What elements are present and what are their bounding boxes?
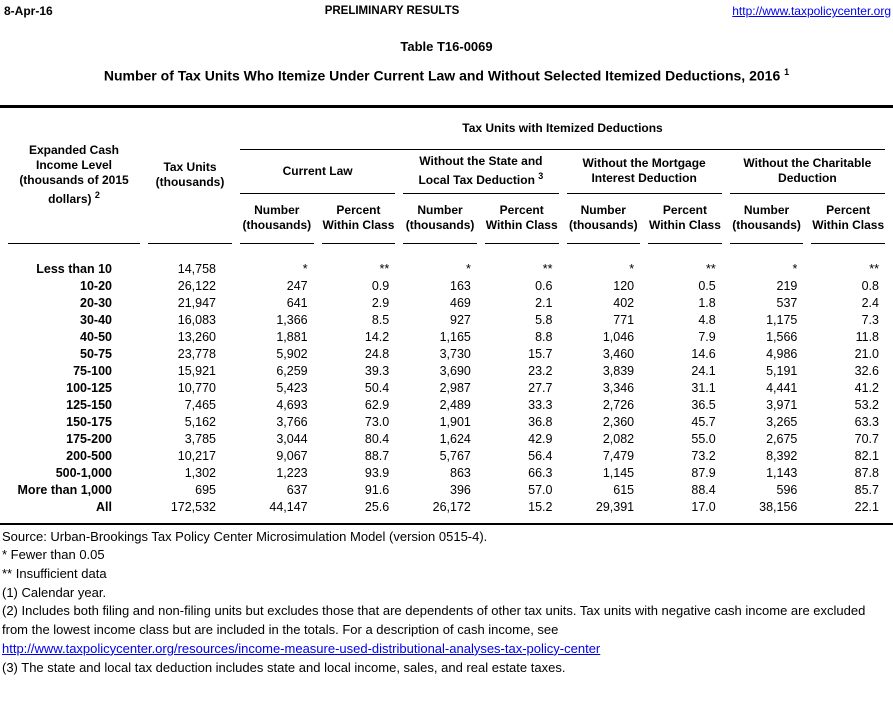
tax-units-cell: 3,785	[184, 431, 216, 446]
tax-units-cell: 1,302	[184, 465, 216, 480]
income-level-cell: 30-40	[80, 312, 112, 327]
charitable-number-cell: 1,566	[766, 329, 798, 344]
salt-number-cell: 26,172	[432, 499, 471, 514]
table-row	[8, 448, 885, 465]
subheader-number-mortgage: Number (thousands)	[567, 194, 641, 244]
page-title	[0, 67, 893, 84]
salt-percent-cell: 0.6	[535, 278, 553, 293]
charitable-percent-cell: 41.2	[854, 380, 879, 395]
mortgage-percent-cell: 24.1	[691, 363, 716, 378]
table-row	[8, 278, 885, 295]
salt-number-cell: 469	[450, 295, 471, 310]
income-level-cell: 125-150	[66, 397, 112, 412]
tax-units-cell: 172,532	[170, 499, 216, 514]
mortgage-number-cell: 402	[613, 295, 635, 310]
current-law-number-cell: *	[302, 261, 308, 276]
subheader-percent-mortgage: Percent Within Class	[648, 194, 722, 244]
salt-percent-cell: 57.0	[528, 482, 553, 497]
table-row	[8, 397, 885, 414]
charitable-number-cell: 4,986	[766, 346, 798, 361]
charitable-percent-cell: 32.6	[854, 363, 879, 378]
charitable-number-cell: 2,675	[766, 431, 798, 446]
charitable-number-cell: 219	[776, 278, 798, 293]
income-level-cell: 20-30	[80, 295, 112, 310]
footnotes	[0, 525, 893, 678]
salt-number-cell: 3,730	[439, 346, 471, 361]
group-header-charitable: Without the Charitable Deduction	[730, 150, 885, 194]
salt-percent-cell: 56.4	[528, 448, 553, 463]
current-law-number-cell: 5,902	[276, 346, 308, 361]
salt-number-cell: 1,165	[439, 329, 471, 344]
footnote-3: (3) The state and local tax deduction includes state and local income, sales, and real estate taxes.	[2, 659, 566, 675]
mortgage-percent-cell: 14.6	[691, 346, 716, 361]
salt-percent-cell: 5.8	[535, 312, 553, 327]
salt-percent-cell: 2.1	[535, 295, 553, 310]
mortgage-number-cell: 1,046	[602, 329, 635, 344]
tax-units-cell: 7,465	[184, 397, 216, 412]
current-law-percent-cell: 14.2	[364, 329, 390, 344]
income-level-cell: 500-1,000	[55, 465, 112, 480]
subheader-percent-current-law: Percent Within Class	[322, 194, 396, 244]
table-wrap	[0, 108, 893, 523]
income-level-cell: 200-500	[66, 448, 112, 463]
current-law-percent-cell: 0.9	[371, 278, 390, 293]
group-header-mortgage: Without the Mortgage Interest Deduction	[567, 150, 722, 194]
charitable-number-cell: 38,156	[759, 499, 798, 514]
star-note: * Fewer than 0.05	[2, 547, 105, 563]
salt-number-cell: 2,987	[439, 380, 471, 395]
salt-percent-cell: 8.8	[535, 329, 553, 344]
group-header-current-law: Current Law	[240, 150, 395, 194]
salt-number-cell: 163	[450, 278, 471, 293]
source-note: Source: Urban-Brookings Tax Policy Center Microsimulation Model (version 0515-4).	[2, 528, 488, 544]
current-law-percent-cell: 8.5	[371, 312, 390, 327]
subheader-number-salt: Number (thousands)	[403, 194, 477, 244]
salt-percent-cell: **	[542, 261, 553, 276]
tax-units-cell: 23,778	[177, 346, 216, 361]
current-law-percent-cell: 50.4	[364, 380, 390, 395]
preliminary-results-label: PRELIMINARY RESULTS	[324, 5, 460, 17]
top-bar	[0, 4, 893, 22]
subheader-number-current-law: Number (thousands)	[240, 194, 314, 244]
salt-number-cell: 2,489	[439, 397, 471, 412]
income-level-cell: 75-100	[73, 363, 112, 378]
tax-units-cell: 13,260	[177, 329, 216, 344]
salt-number-cell: *	[466, 261, 471, 276]
taxpolicycenter-link[interactable]: http://www.taxpolicycenter.org	[732, 4, 891, 18]
page-title-footnote-marker: 1	[784, 67, 790, 77]
tax-units-header: Tax Units (thousands)	[148, 108, 232, 244]
income-level-cell: All	[96, 499, 112, 514]
charitable-number-cell: 3,265	[766, 414, 798, 429]
mortgage-percent-cell: 88.4	[691, 482, 716, 497]
table-row	[8, 295, 885, 312]
current-law-number-cell: 5,423	[276, 380, 308, 395]
group-header-salt	[403, 150, 558, 194]
mortgage-number-cell: 7,479	[602, 448, 635, 463]
income-level-cell: 50-75	[80, 346, 112, 361]
current-law-number-cell: 637	[286, 482, 308, 497]
current-law-number-cell: 4,693	[276, 397, 308, 412]
charitable-number-cell: 8,392	[766, 448, 798, 463]
charitable-percent-cell: 7.3	[861, 312, 879, 327]
salt-percent-cell: 15.7	[528, 346, 553, 361]
subheader-number-charitable: Number (thousands)	[730, 194, 804, 244]
salt-number-cell: 863	[450, 465, 471, 480]
current-law-percent-cell: 93.9	[364, 465, 390, 480]
mortgage-number-cell: 3,346	[602, 380, 635, 395]
income-level-header	[8, 108, 140, 244]
current-law-number-cell: 641	[286, 295, 308, 310]
current-law-number-cell: 44,147	[269, 499, 308, 514]
mortgage-percent-cell: 17.0	[691, 499, 716, 514]
charitable-percent-cell: **	[869, 261, 879, 276]
mortgage-number-cell: 615	[613, 482, 635, 497]
salt-number-cell: 396	[450, 482, 471, 497]
charitable-percent-cell: 53.2	[854, 397, 879, 412]
salt-percent-cell: 66.3	[528, 465, 553, 480]
current-law-number-cell: 1,366	[276, 312, 308, 327]
tax-units-cell: 10,217	[177, 448, 216, 463]
charitable-percent-cell: 82.1	[854, 448, 879, 463]
table-row	[8, 465, 885, 482]
table-row	[8, 499, 885, 516]
spacer-row	[8, 244, 885, 261]
mortgage-number-cell: 2,726	[602, 397, 635, 412]
salt-number-cell: 1,624	[439, 431, 471, 446]
table-header	[8, 108, 885, 244]
table-row	[8, 312, 885, 329]
mortgage-number-cell: 771	[613, 312, 635, 327]
salt-footnote-marker: 3	[538, 171, 544, 182]
income-level-footnote-marker: 2	[94, 190, 100, 201]
tax-units-cell: 21,947	[177, 295, 216, 310]
income-level-cell: Less than 10	[36, 261, 112, 276]
current-law-percent-cell: 80.4	[364, 431, 390, 446]
mortgage-percent-cell: **	[706, 261, 716, 276]
table-row	[8, 363, 885, 380]
current-law-percent-cell: 25.6	[364, 499, 390, 514]
itemized-deductions-span-header: Tax Units with Itemized Deductions	[240, 108, 885, 150]
charitable-number-cell: 1,143	[766, 465, 798, 480]
income-level-cell: 150-175	[66, 414, 112, 429]
mortgage-percent-cell: 31.1	[691, 380, 716, 395]
current-law-number-cell: 6,259	[276, 363, 308, 378]
charitable-percent-cell: 2.4	[861, 295, 879, 310]
mortgage-number-cell: 29,391	[595, 499, 635, 514]
table-row	[8, 431, 885, 448]
charitable-percent-cell: 22.1	[854, 499, 879, 514]
salt-percent-cell: 27.7	[528, 380, 553, 395]
income-measure-link[interactable]: http://www.taxpolicycenter.org/resources/income-measure-used-distributional-analyses-tax-policy-center	[2, 640, 601, 656]
table-row	[8, 380, 885, 397]
current-law-number-cell: 9,067	[276, 448, 308, 463]
income-level-cell: 175-200	[66, 431, 112, 446]
current-law-percent-cell: 39.3	[364, 363, 390, 378]
charitable-number-cell: 537	[776, 295, 798, 310]
table-body	[8, 244, 885, 516]
income-level-cell: 40-50	[80, 329, 112, 344]
group-header-salt-text: Without the State and Local Tax Deduction	[418, 154, 543, 188]
subheader-percent-salt: Percent Within Class	[485, 194, 559, 244]
footnote-2-link-line	[2, 640, 891, 659]
current-law-number-cell: 1,881	[276, 329, 308, 344]
tax-units-cell: 14,758	[177, 261, 216, 276]
charitable-number-cell: 596	[776, 482, 798, 497]
charitable-number-cell: 1,175	[766, 312, 798, 327]
mortgage-number-cell: *	[629, 261, 635, 276]
salt-number-cell: 5,767	[439, 448, 471, 463]
income-level-cell: 100-125	[66, 380, 112, 395]
salt-percent-cell: 36.8	[528, 414, 553, 429]
mortgage-percent-cell: 45.7	[691, 414, 716, 429]
mortgage-number-cell: 3,839	[602, 363, 635, 378]
tax-units-cell: 10,770	[177, 380, 216, 395]
mortgage-percent-cell: 36.5	[691, 397, 716, 412]
mortgage-number-cell: 2,360	[602, 414, 635, 429]
salt-percent-cell: 23.2	[528, 363, 553, 378]
itemized-deductions-table	[0, 108, 893, 516]
charitable-number-cell: 5,191	[766, 363, 798, 378]
mortgage-number-cell: 2,082	[602, 431, 635, 446]
income-level-header-text: Expanded Cash Income Level (thousands of 2015 dollars)	[19, 143, 129, 207]
current-law-percent-cell: 24.8	[364, 346, 390, 361]
charitable-percent-cell: 21.0	[854, 346, 879, 361]
footnote-1: (1) Calendar year.	[2, 584, 107, 600]
income-level-cell: More than 1,000	[17, 482, 112, 497]
charitable-number-cell: 3,971	[766, 397, 798, 412]
mortgage-percent-cell: 87.9	[691, 465, 716, 480]
current-law-percent-cell: **	[379, 261, 390, 276]
salt-percent-cell: 42.9	[528, 431, 553, 446]
mortgage-percent-cell: 1.8	[698, 295, 716, 310]
current-law-percent-cell: 88.7	[364, 448, 390, 463]
charitable-percent-cell: 63.3	[854, 414, 879, 429]
tax-units-cell: 26,122	[177, 278, 216, 293]
mortgage-number-cell: 3,460	[602, 346, 635, 361]
mortgage-number-cell: 120	[613, 278, 635, 293]
charitable-number-cell: 4,441	[766, 380, 798, 395]
double-star-note: ** Insufficient data	[2, 566, 107, 582]
mortgage-percent-cell: 0.5	[698, 278, 716, 293]
salt-percent-cell: 15.2	[528, 499, 553, 514]
mortgage-percent-cell: 4.8	[698, 312, 716, 327]
current-law-number-cell: 3,044	[276, 431, 308, 446]
current-law-percent-cell: 91.6	[364, 482, 390, 497]
current-law-percent-cell: 62.9	[364, 397, 390, 412]
charitable-percent-cell: 0.8	[861, 278, 879, 293]
current-law-number-cell: 247	[286, 278, 308, 293]
current-law-number-cell: 3,766	[276, 414, 308, 429]
report-date: 8-Apr-16	[4, 4, 53, 18]
table-number: Table T16-0069	[400, 39, 493, 54]
tax-units-cell: 695	[195, 482, 216, 497]
mortgage-percent-cell: 55.0	[691, 431, 716, 446]
salt-percent-cell: 33.3	[528, 397, 553, 412]
current-law-percent-cell: 73.0	[364, 414, 390, 429]
income-level-cell: 10-20	[80, 278, 112, 293]
mortgage-number-cell: 1,145	[602, 465, 635, 480]
tax-units-cell: 5,162	[184, 414, 216, 429]
table-row	[8, 482, 885, 499]
salt-number-cell: 3,690	[439, 363, 471, 378]
salt-number-cell: 1,901	[439, 414, 471, 429]
footnote-2: (2) Includes both filing and non-filing units but excludes those that are dependents of other tax units. Tax units with negative cash income are excluded from the lowest income class but are included in the totals. For a description of cash income, see	[2, 603, 866, 638]
charitable-percent-cell: 87.8	[854, 465, 879, 480]
table-row	[8, 329, 885, 346]
salt-number-cell: 927	[450, 312, 471, 327]
current-law-percent-cell: 2.9	[371, 295, 390, 310]
current-law-number-cell: 1,223	[276, 465, 308, 480]
charitable-percent-cell: 70.7	[854, 431, 879, 446]
subheader-percent-charitable: Percent Within Class	[811, 194, 885, 244]
tax-units-cell: 16,083	[177, 312, 216, 327]
tax-units-cell: 15,921	[177, 363, 216, 378]
charitable-percent-cell: 11.8	[855, 329, 879, 344]
table-row	[8, 261, 885, 278]
mortgage-percent-cell: 7.9	[698, 329, 716, 344]
mortgage-percent-cell: 73.2	[691, 448, 716, 463]
table-row	[8, 346, 885, 363]
charitable-percent-cell: 85.7	[854, 482, 879, 497]
charitable-number-cell: *	[792, 261, 798, 276]
page-title-text: Number of Tax Units Who Itemize Under Current Law and Without Selected Itemized Deductions, 2016	[103, 67, 781, 84]
table-row	[8, 414, 885, 431]
